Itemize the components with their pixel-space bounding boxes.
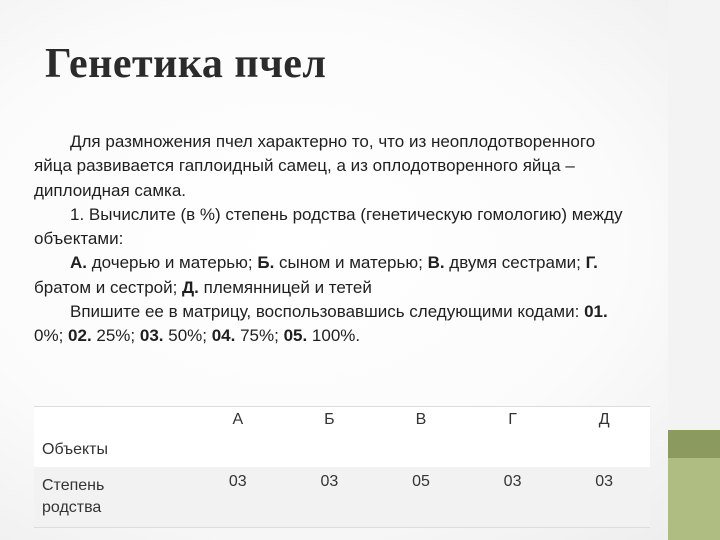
label-v: В. xyxy=(427,253,445,273)
text-g: братом и сестрой; xyxy=(34,277,183,297)
side-bar-top xyxy=(668,0,720,430)
codes-intro: Впишите ее в матрицу, воспользовавшись следующими кодами: xyxy=(70,302,585,322)
value-cell-d: 03 xyxy=(558,467,650,528)
code-01: 01. xyxy=(584,302,608,322)
side-bar-accent-light xyxy=(668,458,720,540)
row-header-kinship-line1: Степень xyxy=(42,477,105,494)
code-04: 04. xyxy=(211,326,236,346)
label-g: Г. xyxy=(585,253,598,273)
code-05: 05. xyxy=(283,326,308,346)
paragraph-intro: Для размножения пчел характерно то, что из неоплодотворенного яйца развивается гаплоидный самец, а из оплодотворенного яйца – диплоидная самка. xyxy=(34,132,596,200)
value-cell-b: 03 xyxy=(284,467,376,528)
object-cell-a: А xyxy=(192,407,284,468)
label-d: Д. xyxy=(182,277,199,297)
code-03-value: 50%; xyxy=(163,326,212,346)
object-cell-b: Б xyxy=(284,407,376,468)
object-cell-d: Д xyxy=(558,407,650,468)
code-04-value: 75%; xyxy=(235,326,284,346)
code-03: 03. xyxy=(139,326,164,346)
value-cell-v: 05 xyxy=(375,467,467,528)
code-02: 02. xyxy=(68,326,92,346)
table-row-kinship xyxy=(34,467,650,528)
code-01-value: 0%; xyxy=(34,326,69,346)
side-bar-accent-dark xyxy=(668,430,720,458)
text-d: племянницей и тетей xyxy=(198,277,372,297)
table-row-objects xyxy=(34,407,650,468)
paragraph-codes xyxy=(34,300,634,349)
row-header-objects: Объекты xyxy=(34,407,192,468)
side-decoration-bar xyxy=(668,0,720,540)
code-05-value: 100%. xyxy=(307,326,361,346)
label-a: А. xyxy=(70,253,87,273)
code-02-value: 25%; xyxy=(91,326,140,346)
paragraph-objects xyxy=(34,251,634,300)
object-cell-g: Г xyxy=(467,407,559,468)
slide-body xyxy=(34,130,634,349)
row-header-kinship xyxy=(34,467,192,528)
relationship-matrix xyxy=(34,406,650,528)
text-b: сыном и матерью; xyxy=(274,253,428,273)
text-v: двумя сестрами; xyxy=(444,253,586,273)
label-b: Б. xyxy=(257,253,275,273)
value-cell-a: 03 xyxy=(192,467,284,528)
paragraph-task: 1. Вычислите (в %) степень родства (генетическую гомологию) между объектами: xyxy=(34,204,623,249)
slide-title: Генетика пчел xyxy=(45,41,327,87)
text-a: дочерью и матерью; xyxy=(87,253,258,273)
object-cell-v: В xyxy=(375,407,467,468)
row-header-kinship-line2: родства xyxy=(42,499,102,516)
value-cell-g: 03 xyxy=(467,467,559,528)
